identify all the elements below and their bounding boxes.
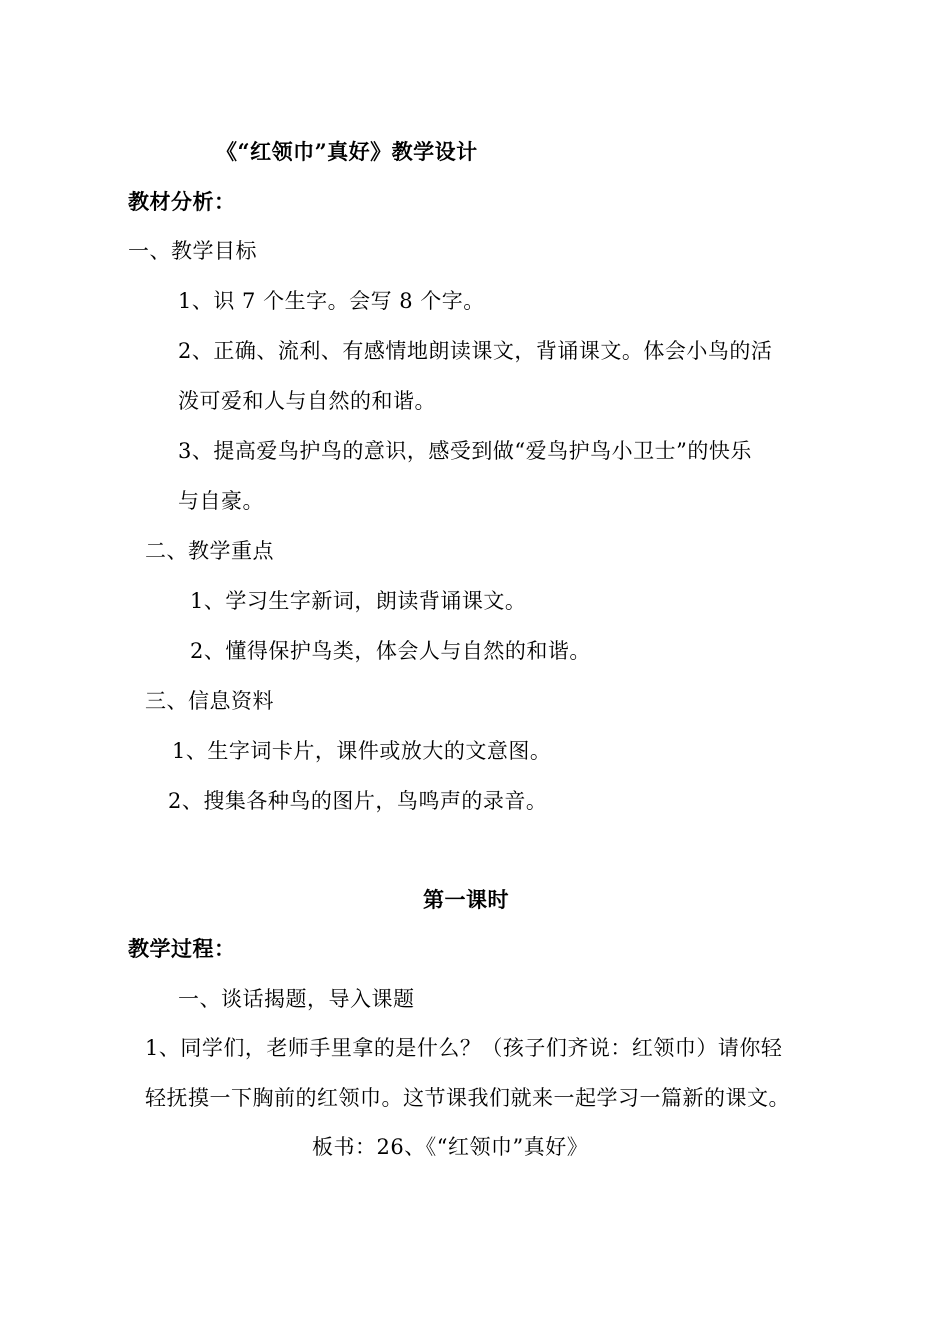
- material-item: 1、生字词卡片，课件或放大的文意图。: [172, 739, 552, 763]
- process-paragraph-line: 1、同学们，老师手里拿的是什么？（孩子们齐说：红领巾）请你轻: [145, 1036, 783, 1060]
- process-step-heading: 一、谈话揭题，导入课题: [178, 987, 415, 1011]
- analysis-heading: 教材分析：: [128, 189, 236, 214]
- section-heading-materials: 三、信息资料: [145, 689, 274, 713]
- process-heading: 教学过程：: [128, 936, 236, 961]
- focus-item: 2、懂得保护鸟类，体会人与自然的和谐。: [190, 639, 591, 663]
- goal-item: 2、正确、流利、有感情地朗读课文，背诵课文。体会小鸟的活: [178, 339, 773, 363]
- blackboard-note: 板书：26、《“红领巾”真好》: [312, 1135, 589, 1159]
- goal-item: 1、识 7 个生字。会写 8 个字。: [178, 289, 485, 313]
- focus-item: 1、学习生字新词，朗读背诵课文。: [190, 589, 527, 613]
- goal-item-continuation: 泼可爱和人与自然的和谐。: [178, 389, 436, 413]
- document-title: 《“红领巾”真好》教学设计: [216, 139, 478, 164]
- goal-item-continuation: 与自豪。: [178, 489, 264, 513]
- goal-item: 3、提高爱鸟护鸟的意识，感受到做“爱鸟护鸟小卫士”的快乐: [178, 439, 752, 463]
- material-item: 2、搜集各种鸟的图片，鸟鸣声的录音。: [168, 789, 548, 813]
- lesson-heading: 第一课时: [423, 887, 509, 912]
- process-paragraph-line: 轻抚摸一下胸前的红领巾。这节课我们就来一起学习一篇新的课文。: [145, 1086, 790, 1110]
- section-heading-focus: 二、教学重点: [145, 539, 274, 563]
- section-heading-goals: 一、教学目标: [128, 239, 257, 263]
